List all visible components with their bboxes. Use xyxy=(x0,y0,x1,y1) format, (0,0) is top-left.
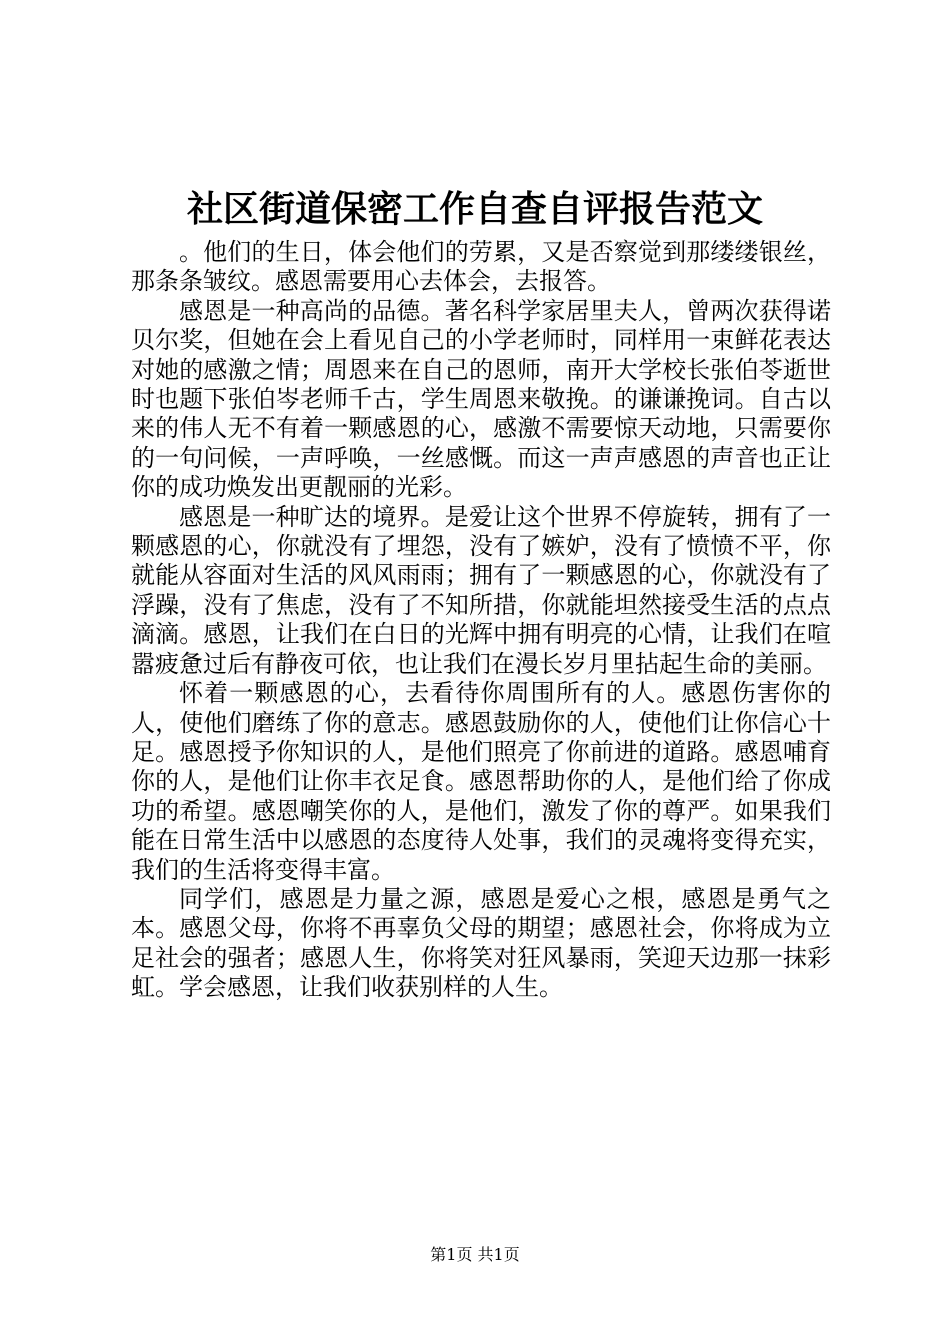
paragraph: 怀着一颗感恩的心，去看待你周围所有的人。感恩伤害你的人，使他们磨练了你的意志。感恩鼓励你的人，使他们让你信心十足。感恩授予你知识的人，是他们照亮了你前进的道路。感恩哺育你的人，是他们让你丰衣足食。感恩帮助你的人，是他们给了你成功的希望。感恩嘲笑你的人，是他们，激发了你的尊严。如果我们能在日常生活中以感恩的态度待人处事，我们的灵魂将变得充实，我们的生活将变得丰富。 xyxy=(131,679,831,884)
paragraph: 。他们的生日，体会他们的劳累，又是否察觉到那缕缕银丝，那条条皱纹。感恩需要用心去体会，去报答。 xyxy=(131,238,831,296)
paragraph: 同学们，感恩是力量之源，感恩是爱心之根，感恩是勇气之本。感恩父母，你将不再辜负父母的期望；感恩社会，你将成为立足社会的强者；感恩人生，你将笑对狂风暴雨，笑迎天边那一抹彩虹。学会感恩，让我们收获别样的人生。 xyxy=(131,884,831,1002)
document-body xyxy=(131,238,831,1003)
paragraph: 感恩是一种高尚的品德。著名科学家居里夫人，曾两次获得诺贝尔奖，但她在会上看见自己的小学老师时，同样用一束鲜花表达对她的感激之情；周恩来在自己的恩师，南开大学校长张伯苓逝世时也题下张伯岑老师千古，学生周恩来敬挽。的谦谦挽词。自古以来的伟人无不有着一颗感恩的心，感激不需要惊天动地，只需要你的一句问候，一声呼唤，一丝感慨。而这一声声感恩的声音也正让你的成功焕发出更靓丽的光彩。 xyxy=(131,296,831,502)
document-title: 社区街道保密工作自查自评报告范文 xyxy=(186,188,763,230)
paragraph: 感恩是一种旷达的境界。是爱让这个世界不停旋转，拥有了一颗感恩的心，你就没有了埋怨，没有了嫉妒，没有了愤愤不平，你就能从容面对生活的风风雨雨；拥有了一颗感恩的心，你就没有了浮躁，没有了焦虑，没有了不知所措，你就能坦然接受生活的点点滴滴。感恩，让我们在白日的光辉中拥有明亮的心情，让我们在喧嚣疲惫过后有静夜可依，也让我们在漫长岁月里拈起生命的美丽。 xyxy=(131,502,831,678)
page-number-footer: 第1页 共1页 xyxy=(430,1245,520,1264)
